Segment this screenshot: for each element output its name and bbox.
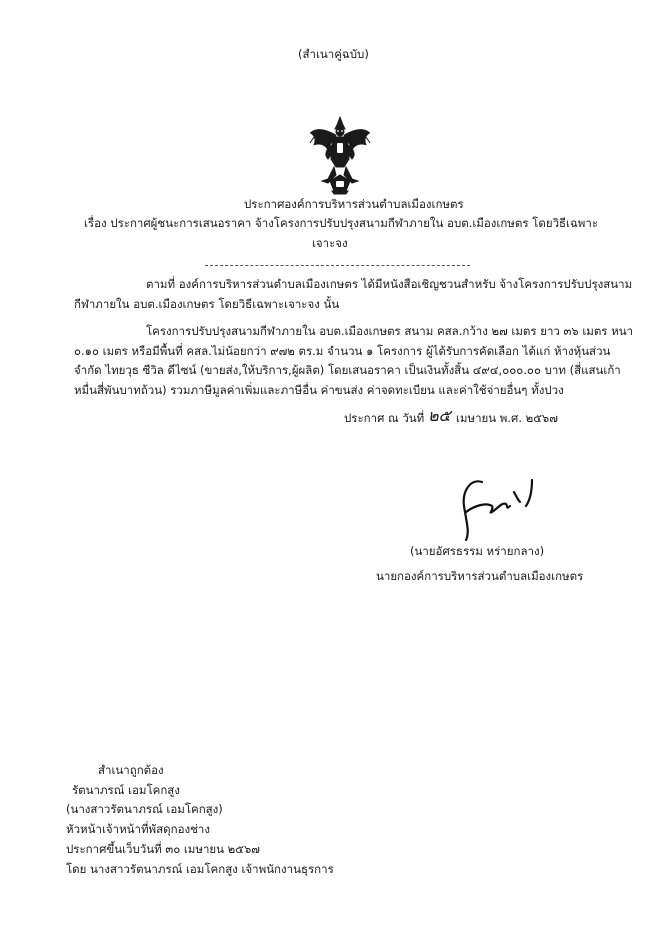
body-para2-line4: หมื่นสี่พันบาทถ้วน) รวมภาษีมูลค่าเพิ่มและภาษีอื่น ค่าขนส่ง ค่าจดทะเบียน และค่าใช้จ่ายอื่นๆ ทั้งปวง xyxy=(74,383,564,397)
date-day-handwritten: ๒๕ xyxy=(428,406,451,425)
date-suffix: เมษายน พ.ศ. ๒๕๖๗ xyxy=(456,411,558,425)
announcement-subject: เรื่อง ประกาศผู้ชนะการเสนอราคา จ้างโครงการปรับปรุงสนามกีฬาภายใน อบต.เมืองเกษตร โดยวิธีเฉพาะ xyxy=(84,216,599,230)
signature-icon xyxy=(440,472,550,544)
body-para2-line2: ๐.๑๐ เมตร หรือมีพื้นที่ คสล.ไม่น้อยกว่า ๙๗๒ ตร.ม จำนวน ๑ โครงการ ผู้ได้รับการคัดเลือก ได้แก่ ห้างหุ้นส่วน xyxy=(74,344,611,358)
copy-label: (สำเนาคู่ฉบับ) xyxy=(298,47,369,61)
body-para1-line1: ตามที่ องค์การบริหารส่วนตำบลเมืองเกษตร ได้มีหนังสือเชิญชวนสำหรับ จ้างโครงการปรับปรุงสนาม xyxy=(146,277,633,291)
body-para2-line1: โครงการปรับปรุงสนามกีฬาภายใน อบต.เมืองเกษตร สนาม คสล.กว้าง ๒๗ เมตร ยาว ๓๖ เมตร หนา xyxy=(146,324,634,338)
body-para1-line2: กีฬาภายใน อบต.เมืองเกษตร โดยวิธีเฉพาะเจาะจง นั้น xyxy=(74,297,340,311)
divider xyxy=(205,265,470,266)
garuda-emblem-icon xyxy=(306,115,374,195)
body-para2-line3: จำกัด ไทยวุธ ซีวิล ดีไซน์ (ขายส่ง,ให้บริการ,ผู้ผลิต) โดยเสนอราคา เป็นเงินทั้งสิ้น ๔๙๔,๐๐๐.๐๐ บาท (สี่แสนเก้า xyxy=(74,363,621,377)
cert-line2: รัตนาภรณ์ เอมโคกสูง xyxy=(72,783,180,797)
cert-line5: ประกาศขึ้นเว็บวันที่ ๓๐ เมษายน ๒๕๖๗ xyxy=(66,842,260,856)
cert-line6: โดย นางสาวรัตนาภรณ์ เอมโคกสูง เจ้าพนักงานธุรการ xyxy=(66,862,334,876)
announcement-title: ประกาศองค์การบริหารส่วนตำบลเมืองเกษตร xyxy=(244,197,464,211)
cert-line3: (นางสาวรัตนาภรณ์ เอมโคกสูง) xyxy=(66,802,223,816)
cert-line1: สำเนาถูกต้อง xyxy=(98,763,164,777)
signatory-position: นายกองค์การบริหารส่วนตำบลเมืองเกษตร xyxy=(376,569,584,583)
date-prefix: ประกาศ ณ วันที่ xyxy=(344,411,425,425)
cert-line4: หัวหน้าเจ้าหน้าที่พัสดุกองช่าง xyxy=(66,822,210,836)
signatory-name: (นายอัศรธรรม หร่ายกลาง) xyxy=(410,544,545,558)
announcement-subject-continued: เจาะจง xyxy=(312,236,348,250)
